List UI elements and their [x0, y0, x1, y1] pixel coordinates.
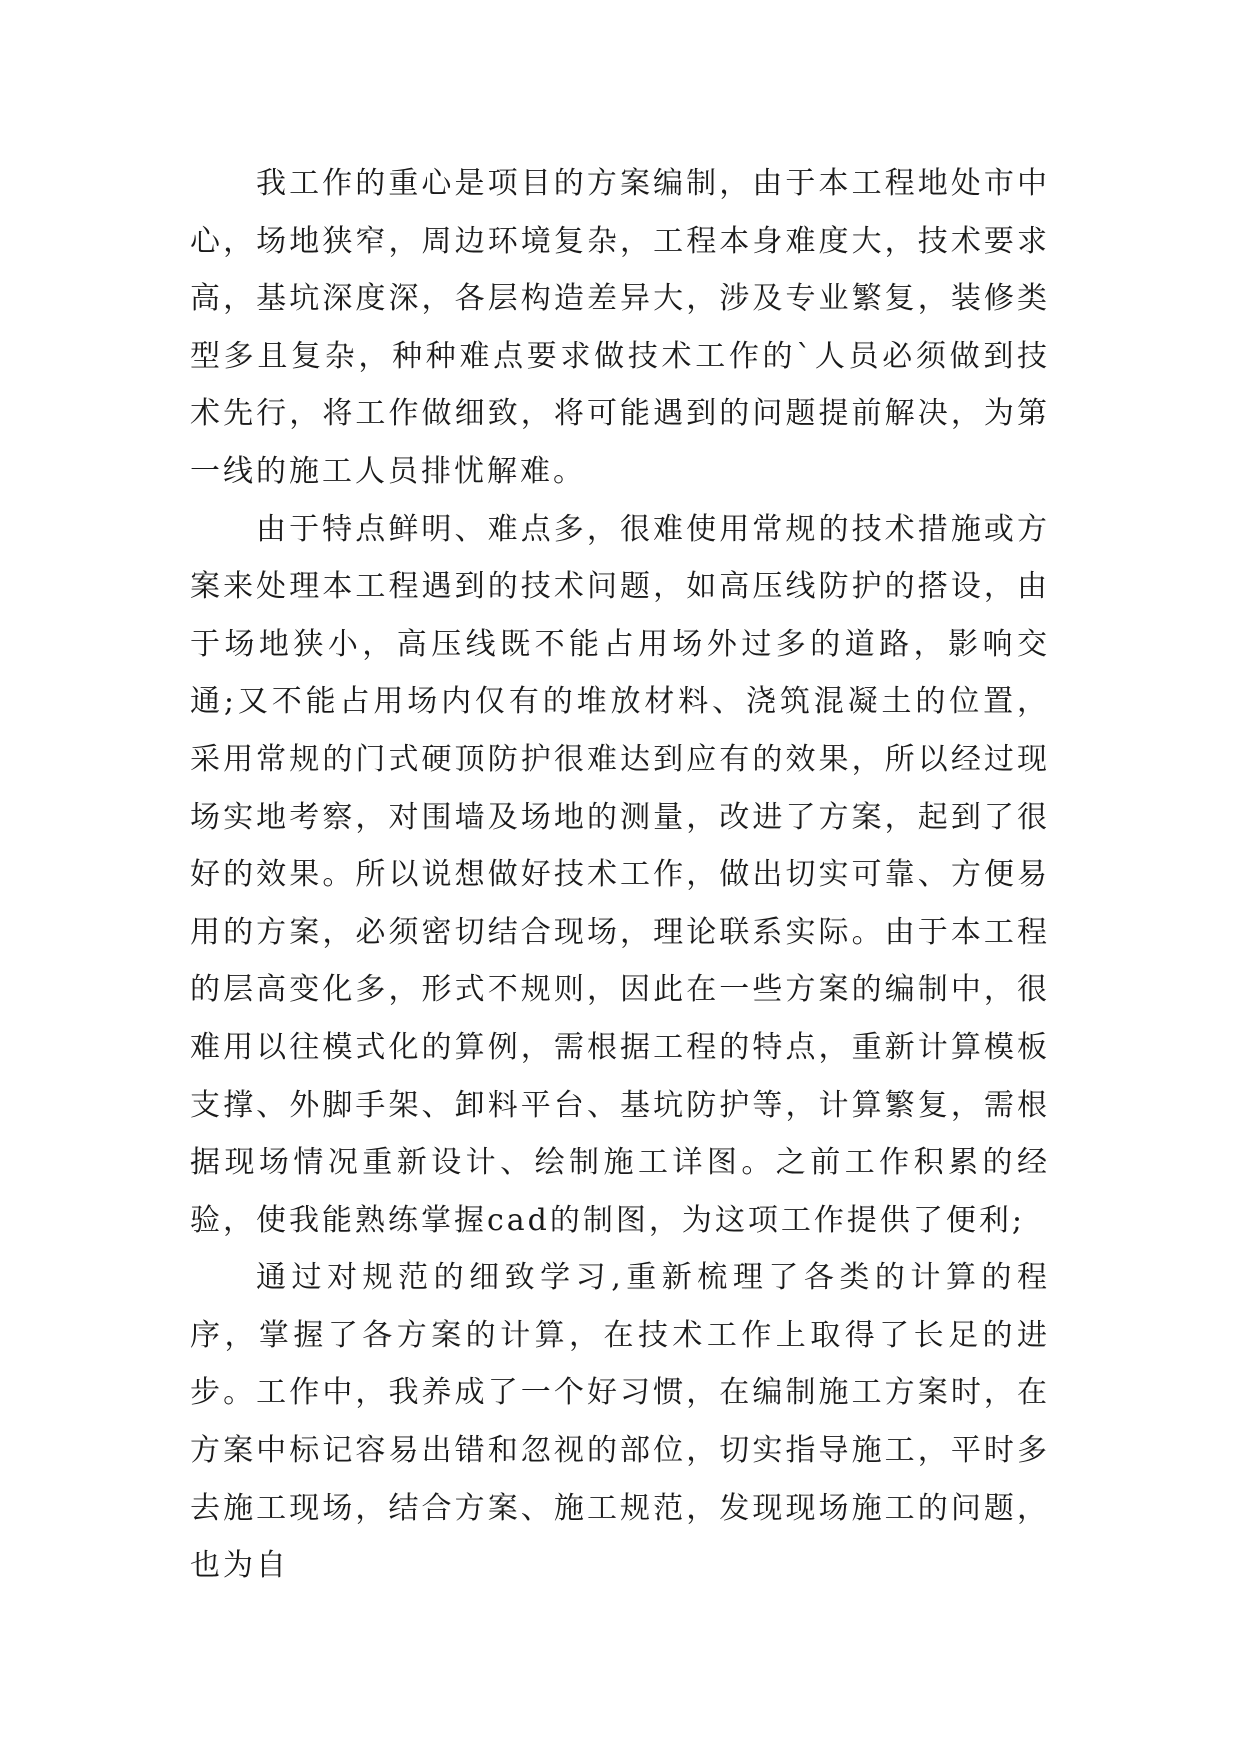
paragraph-1: 我工作的重心是项目的方案编制，由于本工程地处市中心，场地狭窄，周边环境复杂，工程本身难度大，技术要求高，基坑深度深，各层构造差异大，涉及专业繁复，装修类型多且复杂，种种难点要求做技术工作的`人员必须做到技术先行，将工作做细致，将可能遇到的问题提前解决，为第一线的施工人员排忧解难。	[190, 166, 1050, 489]
document-body	[190, 155, 1050, 1595]
paragraph-3: 通过对规范的细致学习,重新梳理了各类的计算的程序，掌握了各方案的计算，在技术工作上取得了长足的进步。工作中，我养成了一个好习惯，在编制施工方案时，在方案中标记容易出错和忽视的部位，切实指导施工，平时多去施工现场，结合方案、施工规范，发现现场施工的问题，也为自	[190, 1260, 1050, 1584]
paragraph-2: 由于特点鲜明、难点多，很难使用常规的技术措施或方案来处理本工程遇到的技术问题，如高压线防护的搭设，由于场地狭小，高压线既不能占用场外过多的道路，影响交通;又不能占用场内仅有的堆放材料、浇筑混凝土的位置，采用常规的门式硬顶防护很难达到应有的效果，所以经过现场实地考察，对围墙及场地的测量，改进了方案，起到了很好的效果。所以说想做好技术工作，做出切实可靠、方便易用的方案，必须密切结合现场，理论联系实际。由于本工程的层高变化多，形式不规则，因此在一些方案的编制中，很难用以往模式化的算例，需根据工程的特点，重新计算模板支撑、外脚手架、卸料平台、基坑防护等，计算繁复，需根据现场情况重新设计、绘制施工详图。之前工作积累的经验，使我能熟练掌握cad的制图，为这项工作提供了便利;	[190, 511, 1050, 1238]
